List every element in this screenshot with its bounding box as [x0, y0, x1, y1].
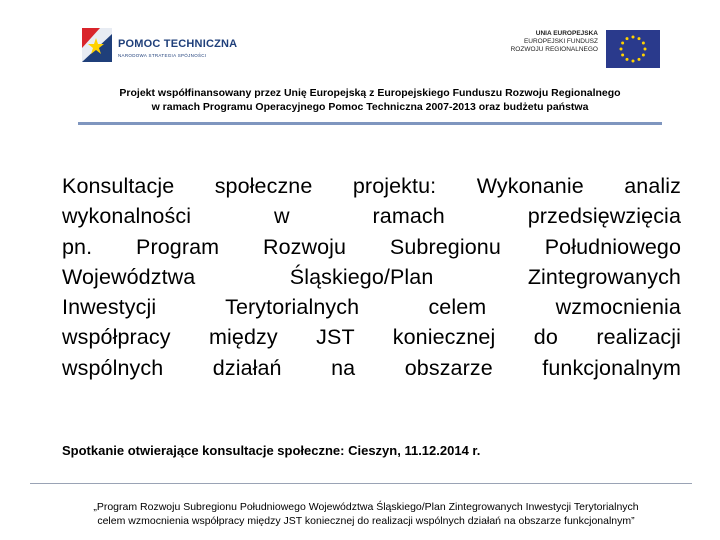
title-line: Województwa Śląskiego/Plan Zintegrowanych [62, 264, 681, 289]
eu-star-icon [621, 42, 624, 45]
eu-line-3: ROZWOJU REGIONALNEGO [510, 46, 598, 53]
eu-star-icon [626, 58, 629, 61]
footer-divider [30, 483, 692, 484]
title-line: Inwestycji Terytorialnych celem wzmocnienia [62, 295, 681, 320]
eu-line-1: UNIA EUROPEJSKA [535, 30, 598, 37]
eu-star-icon [626, 37, 629, 40]
title-line: pn. Program Rozwoju Subregionu Południowego [62, 234, 681, 259]
cofinancing-note [78, 86, 662, 114]
title-line: Konsultacje społeczne projektu: Wykonanie analiz [62, 174, 681, 198]
eu-star-icon [621, 54, 624, 57]
pomoc-techniczna-wordmark: POMOC TECHNICZNA [118, 38, 238, 50]
eu-line-2: EUROPEJSKI FUNDUSZ [523, 38, 598, 45]
eu-star-icon [632, 36, 635, 39]
eu-star-icon [620, 48, 623, 51]
title-line: wykonalności w ramach przedsięwzięcia [62, 204, 681, 229]
title-line: współpracy między JST koniecznej do realizacji [62, 325, 681, 350]
eu-flag-icon [606, 30, 660, 68]
meeting-info: Spotkanie otwierające konsultacje społeczne: Cieszyn, 11.12.2014 r. [62, 443, 481, 458]
eu-star-icon [642, 42, 645, 45]
pomoc-techniczna-tagline: NARODOWA STRATEGIA SPÓJNOŚCI [118, 53, 207, 58]
cofinancing-line-1: Projekt współfinansowany przez Unię Europejską z Europejskiego Funduszu Rozwoju Regionalnego [119, 87, 621, 99]
eu-star-icon [644, 48, 647, 51]
eu-star-icon [632, 60, 635, 63]
pomoc-techniczna-logo [80, 26, 250, 66]
eu-star-icon [642, 54, 645, 57]
footer-line-2: celem wzmocnienia współpracy między JST koniecznej do realizacji wspólnych działań na obszarze funkcjonalnym” [97, 515, 635, 527]
program-footer [26, 500, 706, 528]
eu-star-icon [638, 37, 641, 40]
title-line: wspólnych działań na obszarze funkcjonalnym [62, 355, 681, 380]
eu-erdf-logo [510, 30, 662, 72]
consultation-title [62, 171, 681, 383]
footer-line-1: „Program Rozwoju Subregionu Południowego Województwa Śląskiego/Plan Zintegrowanych Inwestycji Terytorialnych [93, 501, 639, 513]
eu-erdf-text [510, 30, 598, 54]
eu-star-icon [638, 58, 641, 61]
pomoc-techniczna-star-icon [80, 26, 114, 64]
header-divider [78, 122, 662, 125]
cofinancing-line-2: w ramach Programu Operacyjnego Pomoc Techniczna 2007-2013 oraz budżetu państwa [151, 101, 589, 113]
